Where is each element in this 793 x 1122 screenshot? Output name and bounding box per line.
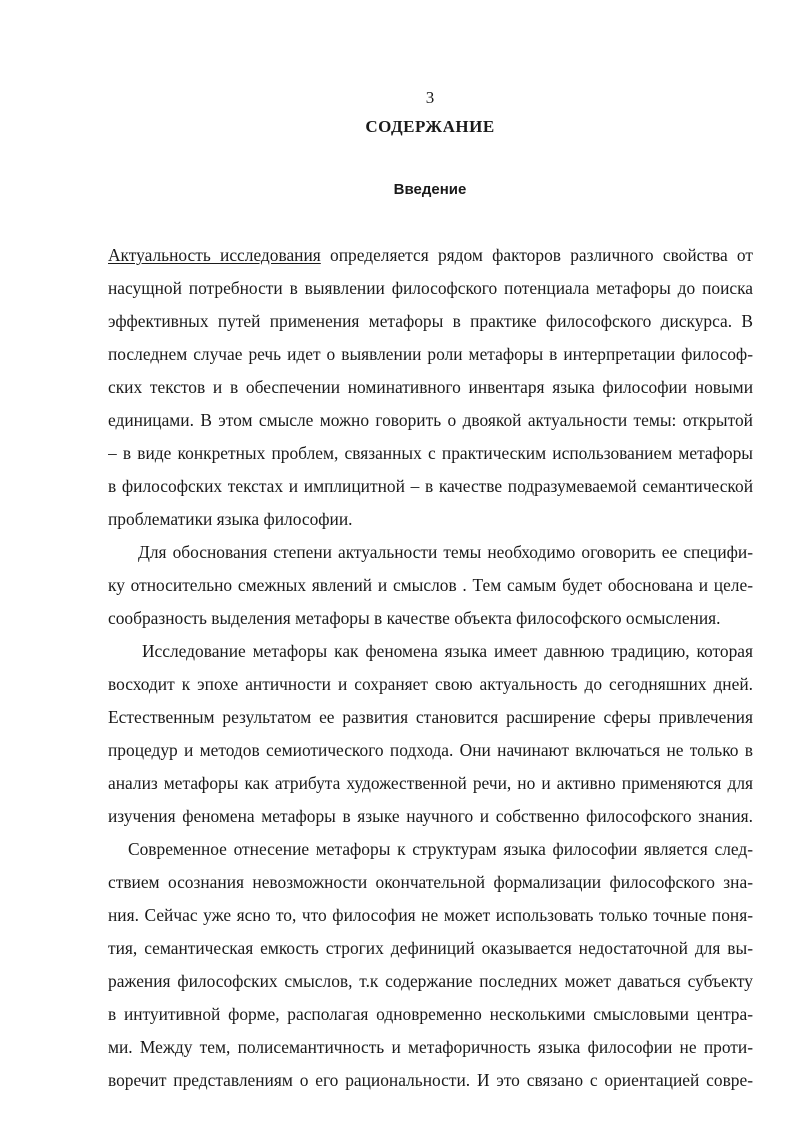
text-line: последнем случае речь идет о выявлении роли метафоры в интерпретации философ- — [108, 344, 753, 364]
text-line: ку относительно смежных явлений и смыслов . Тем самым будет обоснована и целе- — [108, 575, 753, 595]
text-line: воречит представлениям о его рациональности. И это связано с ориентацией совре- — [108, 1070, 753, 1090]
text-line: Современное отнесение метафоры к структурам языка философии является след- — [128, 839, 753, 859]
text-line: Актуальность исследования определяется рядом факторов различного свойства от — [108, 245, 753, 265]
text-line: насущной потребности в выявлении философского потенциала метафоры до поиска — [108, 278, 753, 298]
text-line: изучения феномена метафоры в языке научного и собственно философского знания. — [108, 806, 753, 826]
page-title: СОДЕРЖАНИЕ — [365, 117, 495, 136]
text-line: сообразность выделения метафоры в качестве объекта философского осмысления. — [108, 608, 721, 628]
text-line: тия, семантическая емкость строгих дефиниций оказывается недостаточной для вы- — [108, 938, 753, 958]
underlined-term: Актуальность исследования — [108, 245, 321, 265]
text-line: – в виде конкретных проблем, связанных с практическим использованием метафоры — [108, 443, 753, 463]
text-line: ния. Сейчас уже ясно то, что философия не может использовать только точные поня- — [108, 905, 753, 925]
text-line: единицами. В этом смысле можно говорить о двоякой актуальности темы: открытой — [108, 410, 753, 430]
text-line: ствием осознания невозможности окончательной формализации философского зна- — [108, 872, 753, 892]
text-line: в философских текстах и имплицитной – в качестве подразумеваемой семантической — [108, 476, 753, 496]
text-line: восходит к эпохе античности и сохраняет свою актуальность до сегодняшних дней. — [108, 674, 753, 694]
text-line: в интуитивной форме, располагая одновременно несколькими смысловыми центра- — [108, 1004, 753, 1024]
text-line: Естественным результатом ее развития становится расширение сферы привлечения — [108, 707, 753, 727]
text-line: эффективных путей применения метафоры в практике философского дискурса. В — [108, 311, 753, 331]
text-line: ми. Между тем, полисемантичность и метафоричность языка философии не проти- — [108, 1037, 753, 1057]
text-line: процедур и методов семиотического подхода. Они начинают включаться не только в — [108, 740, 753, 760]
page-number: 3 — [425, 88, 435, 107]
text-line: анализ метафоры как атрибута художественной речи, но и активно применяются для — [108, 773, 753, 793]
text-line: проблематики языка философии. — [108, 509, 353, 529]
text-line: ражения философских смыслов, т.к содержание последних может даваться субъекту — [108, 971, 753, 991]
text-line: Исследование метафоры как феномена языка имеет давнюю традицию, которая — [142, 641, 753, 661]
body-text — [108, 239, 753, 1097]
section-heading: Введение — [393, 181, 467, 198]
text-line: ских текстов и в обеспечении номинативного инвентаря языка философии новыми — [108, 377, 753, 397]
text-line: Для обоснования степени актуальности темы необходимо оговорить ее специфи- — [138, 542, 753, 562]
